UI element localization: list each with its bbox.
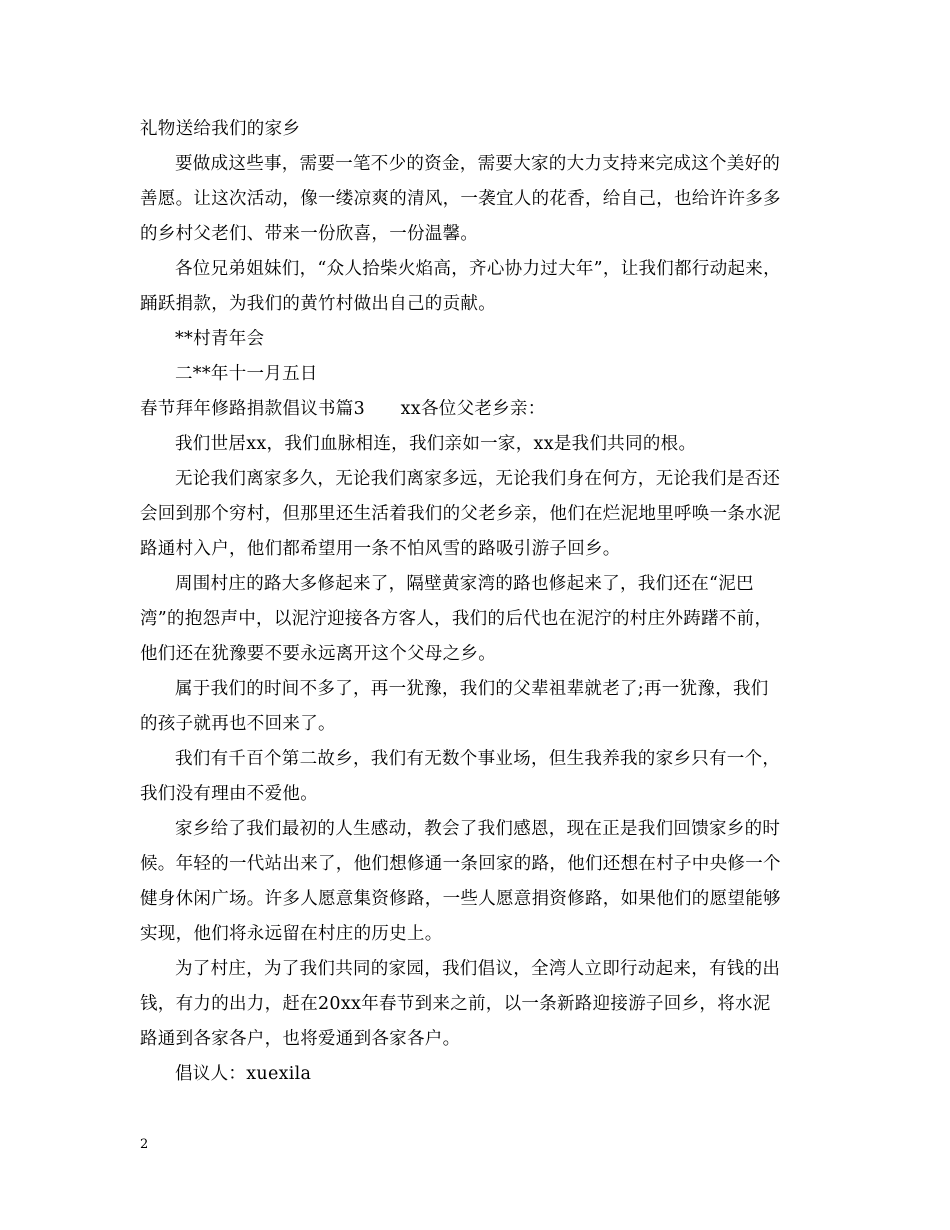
text-line: 路通村入户，他们都希望用一条不怕风雪的路吸引游子回乡。: [140, 539, 621, 559]
text-line: 他们还在犹豫要不要永远离开这个父母之乡。: [140, 644, 496, 664]
text-line: 实现，他们将永远留在村庄的历史上。: [140, 924, 443, 944]
signature-organization: **村青年会: [175, 329, 265, 349]
text-line: 我们有千百个第二故乡，我们有无数个事业场，但生我养我的家乡只有一个，: [175, 749, 781, 769]
text-line: 家乡给了我们最初的人生感动，教会了我们感恩，现在正是我们回馈家乡的时: [175, 819, 781, 839]
page-number: 2: [140, 1137, 149, 1152]
text-line: 湾”的抱怨声中，以泥泞迎接各方客人，我们的后代也在泥泞的村庄外踌躇不前，: [140, 609, 773, 629]
text-line: 健身休闲广场。许多人愿意集资修路，一些人愿意捐资修路，如果他们的愿望能够: [140, 889, 781, 909]
text-line: 善愿。让这次活动，像一缕凉爽的清风，一袭宜人的花香，给自己，也给许许多多: [140, 189, 781, 209]
text-line: 钱，有力的出力，赶在20xx年春节到来之前，以一条新路迎接游子回乡，将水泥: [140, 994, 771, 1014]
text-line: 要做成这些事，需要一笔不少的资金，需要大家的大力支持来完成这个美好的: [175, 154, 781, 174]
text-line: 属于我们的时间不多了，再一犹豫，我们的父辈祖辈就老了;再一犹豫，我们: [175, 679, 769, 699]
signature-date: 二**年十一月五日: [175, 364, 318, 384]
section-heading: 春节拜年修路捐款倡议书篇3 xx各位父老乡亲：: [140, 399, 546, 419]
text-line: 我们世居xx，我们血脉相连，我们亲如一家，xx是我们共同的根。: [175, 434, 697, 454]
text-line: 我们没有理由不爱他。: [140, 784, 318, 804]
text-line: 的孩子就再也不回来了。: [140, 714, 336, 734]
text-line: 无论我们离家多久，无论我们离家多远，无论我们身在何方，无论我们是否还: [175, 469, 781, 489]
text-line: 各位兄弟姐妹们，“众人拾柴火焰高，齐心协力过大年”，让我们都行动起来，: [175, 259, 781, 279]
text-line: 为了村庄，为了我们共同的家园，我们倡议，全湾人立即行动起来，有钱的出: [175, 959, 781, 979]
text-line: 的乡村父老们、带来一份欣喜，一份温馨。: [140, 224, 479, 244]
text-line: 候。年轻的一代站出来了，他们想修通一条回家的路，他们还想在村子中央修一个: [140, 854, 781, 874]
text-line: 周围村庄的路大多修起来了，隔壁黄家湾的路也修起来了，我们还在“泥巴: [175, 574, 754, 594]
text-line: 礼物送给我们的家乡: [140, 119, 301, 139]
text-line: 会回到那个穷村，但那里还生活着我们的父老乡亲，他们在烂泥地里呼唤一条水泥: [140, 504, 781, 524]
text-line: 踊跃捐款，为我们的黄竹村做出自己的贡献。: [140, 294, 496, 314]
initiator-signature: 倡议人：xuexila: [175, 1064, 312, 1084]
text-line: 路通到各家各户，也将爱通到各家各户。: [140, 1029, 461, 1049]
